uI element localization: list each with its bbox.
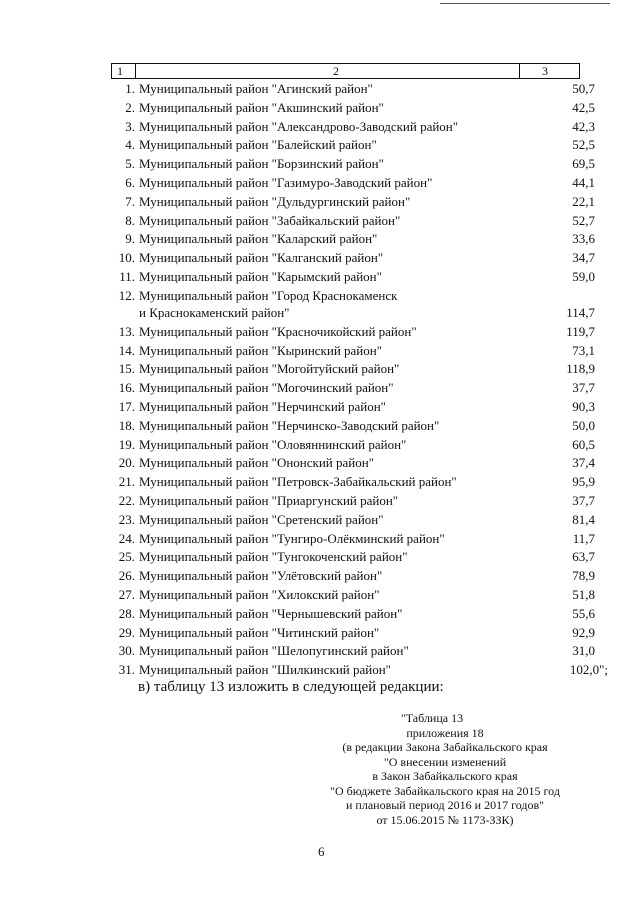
district-name: Муниципальный район "Каларский район": [139, 231, 378, 247]
caption-line: "О внесении изменений: [383, 754, 507, 769]
district-name: Муниципальный район "Оловяннинский район": [139, 436, 407, 452]
row-value: 37,4: [572, 455, 595, 471]
header-col-1: 1: [112, 64, 136, 78]
row-number: 17.: [118, 399, 135, 414]
caption-line: и плановый период 2016 и 2017 годов": [345, 798, 545, 812]
table-row: [0, 99, 640, 116]
row-number: 20.: [118, 455, 135, 471]
district-name: Муниципальный район "Карымский район": [139, 269, 382, 284]
row-number: 10.: [118, 250, 135, 266]
row-number: 2.: [125, 99, 135, 115]
row-number: 1.: [125, 81, 135, 96]
row-value: 118,9: [566, 361, 595, 377]
header-col-2: 2: [135, 64, 520, 78]
district-name: Муниципальный район "Красночикойский район": [139, 323, 417, 339]
table-row: [0, 268, 640, 285]
table-row: [0, 212, 640, 229]
row-value: 42,5: [572, 99, 595, 115]
district-name: Муниципальный район "Балейский район": [139, 137, 377, 153]
district-name: Муниципальный район "Кыринский район": [139, 342, 383, 358]
table-row: [0, 624, 640, 641]
row-number: 28.: [118, 605, 135, 621]
row-value: 50,0: [572, 417, 595, 433]
table-row: [0, 417, 640, 434]
table-row: [0, 661, 640, 678]
row-value: 81,4: [572, 511, 595, 527]
row-value: 33,6: [572, 231, 595, 247]
district-name: Муниципальный район "Акшинский район": [139, 99, 384, 115]
district-name: Муниципальный район "Приаргунский район": [139, 493, 399, 508]
district-name: Муниципальный район "Забайкальский район": [139, 212, 401, 228]
row-value: 95,9: [572, 474, 595, 490]
row-value: 42,3: [572, 118, 595, 134]
row-number: 14.: [118, 342, 135, 358]
table-row: [0, 511, 640, 528]
table-row: [0, 492, 640, 509]
caption-line: от 15.06.2015 № 1173-ЗЗК): [376, 812, 514, 827]
table-row: [0, 360, 640, 377]
row-number: 7.: [125, 193, 135, 209]
table-row: [0, 193, 640, 210]
row-number: 22.: [118, 493, 135, 508]
table-row: [0, 155, 640, 172]
district-name: Муниципальный район "Калганский район": [139, 250, 384, 266]
table-row: [0, 548, 640, 565]
caption-line: в Закон Забайкальского края: [372, 769, 518, 783]
table-row: [0, 567, 640, 584]
caption-line: "Таблица 13: [400, 711, 464, 725]
district-name: Муниципальный район "Шелопугинский район": [139, 643, 409, 659]
row-number: 5.: [125, 156, 135, 172]
row-value: 34,7: [572, 250, 595, 266]
district-name: Муниципальный район "Тунгокоченский район": [139, 549, 408, 565]
caption-line: "О бюджете Забайкальского края на 2015 год: [330, 783, 560, 798]
row-number: 23.: [118, 511, 135, 527]
table-row: [0, 605, 640, 622]
table-row: [0, 323, 640, 340]
row-value: 55,6: [572, 605, 595, 621]
row-number: 9.: [125, 231, 135, 247]
row-value: 78,9: [572, 568, 595, 584]
row-value: 69,5: [572, 156, 595, 172]
district-name: Муниципальный район "Дульдургинский район": [139, 193, 411, 209]
caption-line: (в редакции Закона Забайкальского края: [342, 740, 548, 754]
table-header: [111, 63, 580, 79]
header-col-3: 3: [542, 64, 548, 78]
table-row: [0, 342, 640, 359]
row-value: 31,0: [572, 643, 595, 659]
row-number: 3.: [125, 118, 135, 134]
row-number: 16.: [118, 380, 135, 396]
district-name: Муниципальный район "Читинский район": [139, 624, 380, 640]
row-value: 37,7: [572, 380, 595, 396]
district-name: Муниципальный район "Газимуро-Заводский район": [139, 175, 433, 190]
district-name: Муниципальный район "Могочинский район": [139, 380, 394, 396]
row-number: 18.: [118, 417, 135, 433]
district-name: Муниципальный район "Город Краснокаменск: [139, 287, 398, 303]
district-name-continued: и Краснокаменский район": [139, 304, 290, 320]
row-value: 50,7: [572, 81, 595, 96]
row-value: 59,0: [572, 269, 595, 284]
row-number: 8.: [125, 212, 135, 228]
page-number: 6: [318, 844, 325, 859]
district-name: Муниципальный район "Ононский район": [139, 455, 375, 471]
top-rule: [440, 3, 610, 4]
row-value: 73,1: [572, 342, 595, 358]
row-number: 13.: [118, 323, 135, 339]
table-row: [0, 642, 640, 659]
table-row: [0, 530, 640, 547]
table-row: [0, 454, 640, 471]
table-row: [0, 436, 640, 453]
district-name: Муниципальный район "Улётовский район": [139, 568, 383, 584]
row-value: 114,7: [566, 304, 595, 320]
row-number: 26.: [118, 568, 135, 584]
district-name: Муниципальный район "Агинский район": [139, 81, 373, 96]
table-row: [0, 118, 640, 135]
row-value: 37,7: [572, 493, 595, 508]
table-row: [0, 174, 640, 191]
row-value: 51,8: [572, 587, 595, 602]
table-row: [0, 473, 640, 490]
row-value: 119,7: [566, 323, 595, 339]
row-number: 30.: [118, 643, 135, 659]
row-value: 52,7: [572, 212, 595, 228]
row-number: 6.: [125, 175, 135, 190]
district-name: Муниципальный район "Тунгиро-Олёкминский район": [139, 530, 445, 546]
amendment-paragraph: в) таблицу 13 изложить в следующей редакции:: [138, 679, 444, 695]
row-number: 25.: [118, 549, 135, 565]
row-number: 12.: [118, 287, 135, 303]
row-value: 44,1: [572, 175, 595, 190]
row-value: 22,1: [572, 193, 595, 209]
row-number: 21.: [118, 474, 135, 490]
table-row: [0, 136, 640, 153]
district-name: Муниципальный район "Борзинский район": [139, 156, 384, 172]
row-number: 29.: [118, 624, 135, 640]
table-row: [0, 249, 640, 266]
district-name: Муниципальный район "Александрово-Заводский район": [139, 118, 459, 134]
district-name: Муниципальный район "Шилкинский район": [139, 662, 391, 678]
row-number: 27.: [118, 587, 135, 602]
row-value: 63,7: [572, 549, 595, 565]
district-name: Муниципальный район "Нерчинский район": [139, 399, 386, 414]
caption-line: приложения 18: [406, 725, 484, 740]
row-number: 11.: [119, 269, 135, 284]
row-number: 19.: [118, 436, 135, 452]
row-value: 102,0";: [569, 662, 608, 678]
row-value: 60,5: [572, 436, 595, 452]
district-name: Муниципальный район "Нерчинско-Заводский район": [139, 417, 440, 433]
table-row: [0, 398, 640, 415]
row-value: 90,3: [572, 399, 595, 414]
row-number: 15.: [118, 361, 135, 377]
district-name: Муниципальный район "Могойтуйский район": [139, 361, 400, 377]
district-name: Муниципальный район "Хилокский район": [139, 587, 380, 602]
row-value: 11,7: [572, 530, 595, 546]
row-value: 52,5: [572, 137, 595, 153]
row-number: 31.: [118, 662, 135, 678]
district-name: Муниципальный район "Чернышевский район": [139, 605, 403, 621]
district-name: Муниципальный район "Сретенский район": [139, 511, 384, 527]
table-row: [0, 230, 640, 247]
table-caption-block: [330, 711, 560, 827]
row-value: 92,9: [572, 624, 595, 640]
table-row: [0, 80, 640, 97]
table-row: [0, 586, 640, 603]
row-number: 4.: [125, 137, 135, 153]
table-row: [0, 379, 640, 396]
table-row: [0, 287, 640, 321]
row-number: 24.: [118, 530, 135, 546]
district-name: Муниципальный район "Петровск-Забайкальский район": [139, 474, 457, 490]
